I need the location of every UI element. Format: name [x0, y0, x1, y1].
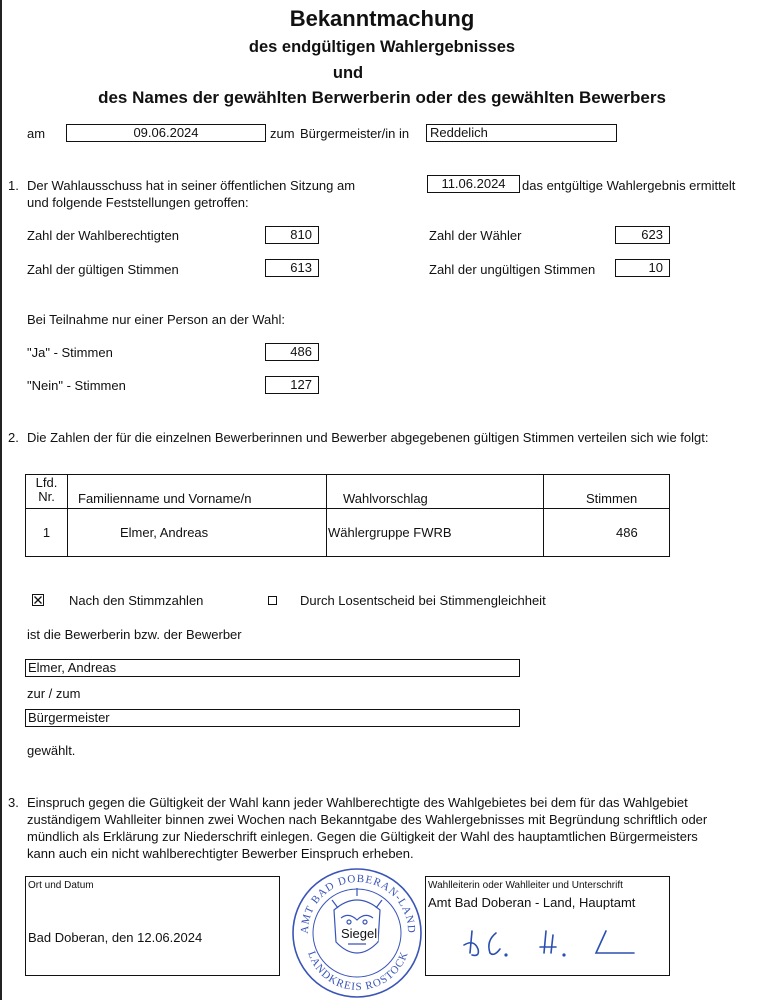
voters-value: 623	[615, 226, 670, 244]
section1-text-line2: und folgende Feststellungen getroffen:	[27, 195, 249, 210]
section1-text-after-date: das entgültige Wahlergebnis ermittelt	[522, 178, 736, 193]
col-proposal-header: Wahlvorschlag	[327, 475, 544, 509]
office-label: Bürgermeister/in in	[300, 126, 410, 141]
section1-text-line1: Der Wahlausschuss hat in seiner öffentlichen Sitzung am	[27, 178, 356, 193]
row-nr: 1	[26, 509, 68, 557]
valid-value: 613	[265, 259, 319, 277]
row-votes: 486	[544, 509, 670, 557]
yes-votes-label: "Ja" - Stimmen	[27, 345, 113, 360]
seal-label: Siegel	[341, 926, 378, 941]
yes-votes-value: 486	[265, 343, 319, 361]
section2-text: Die Zahlen der für die einzelnen Bewerberinnen und Bewerber abgegebenen gültigen Stimmen verteilen sich wie folgt:	[27, 430, 709, 445]
signer-value: Amt Bad Doberan - Land, Hauptamt	[428, 895, 636, 910]
page-subtitle: des endgültigen Wahlergebnisses	[248, 38, 516, 56]
option-by-votes-checkbox[interactable]	[32, 594, 44, 606]
left-border	[0, 0, 2, 1000]
row-proposal: Wählergruppe FWRB	[327, 509, 544, 557]
am-label: am	[27, 126, 46, 141]
row-name: Elmer, Andreas	[68, 509, 327, 557]
place-date-label: Ort und Datum	[28, 880, 94, 891]
section1-number: 1.	[8, 178, 19, 193]
place-date-box	[25, 876, 280, 976]
section2-number: 2.	[8, 430, 19, 445]
to-label: zur / zum	[27, 686, 81, 701]
signer-box	[425, 876, 670, 976]
section3-line1: Einspruch gegen die Gültigkeit der Wahl kann jeder Wahlberechtigte des Wahlgebietes bei dem für das Wahlgebiet	[27, 795, 688, 810]
table-header-row	[26, 475, 670, 509]
elected-name-field: Elmer, Andreas	[25, 659, 520, 677]
col-nr-header	[26, 475, 68, 509]
results-table	[25, 474, 670, 557]
invalid-value: 10	[615, 259, 670, 277]
seal-text-top: AMT BAD DOBERAN-LAND	[298, 872, 418, 935]
invalid-label: Zahl der ungültigen Stimmen	[429, 262, 596, 277]
checkmark-x-icon	[33, 595, 43, 605]
section3-line2: zuständigem Wahlleiter binnen zwei Wochen nach Bekanntgabe des Wahlergebnisses mit Begründung schriftlich oder	[27, 812, 708, 827]
place-date-value: Bad Doberan, den 12.06.2024	[28, 930, 203, 945]
col-votes-header: Stimmen	[544, 475, 670, 509]
elected-suffix: gewählt.	[27, 743, 76, 758]
table-row	[26, 509, 670, 557]
col-nr-header-line2: Nr.	[38, 489, 55, 504]
voters-label: Zahl der Wähler	[429, 228, 522, 243]
handwritten-signature-icon	[456, 919, 656, 969]
signer-label: Wahlleiterin oder Wahlleiter und Unterschrift	[428, 880, 623, 891]
svg-text:AMT BAD DOBERAN-LAND	[299, 873, 417, 934]
valid-label: Zahl der gültigen Stimmen	[27, 262, 179, 277]
seal-text-bottom: LANDKREIS ROSTOCK	[305, 949, 411, 994]
page-title: Bekanntmachung	[289, 6, 475, 31]
section3-line4: kann auch ein nicht wahlberechtigter Bewerber Einspruch erheben.	[27, 846, 414, 861]
page-subtitle-and: und	[332, 64, 364, 82]
eligible-label: Zahl der Wahlberechtigten	[27, 228, 179, 243]
election-date-field: 09.06.2024	[66, 124, 266, 142]
section3-line3: mündlich als Erklärung zur Niederschrift einlegen. Gegen die Gültigkeit der Wahl des hauptamtlichen Bürgermeisters	[27, 829, 698, 844]
single-candidate-label: Bei Teilnahme nur einer Person an der Wahl:	[27, 312, 285, 327]
eligible-value: 810	[265, 226, 319, 244]
col-name-header: Familienname und Vorname/n	[68, 475, 327, 509]
zum-label: zum	[270, 126, 295, 141]
session-date-field: 11.06.2024	[427, 175, 520, 193]
option-by-votes-label: Nach den Stimmzahlen	[69, 593, 204, 608]
no-votes-value: 127	[265, 376, 319, 394]
page-subtitle-names: des Names der gewählten Berwerberin oder des gewählten Bewerbers	[98, 88, 666, 107]
option-by-lot-label: Durch Losentscheid bei Stimmengleichheit	[300, 593, 546, 608]
official-seal	[286, 860, 426, 998]
elected-office-field: Bürgermeister	[25, 709, 520, 727]
col-nr-header-line1: Lfd.	[35, 475, 58, 490]
option-by-lot-checkbox[interactable]	[268, 596, 277, 605]
no-votes-label: "Nein" - Stimmen	[27, 378, 126, 393]
municipality-field: Reddelich	[426, 124, 617, 142]
elected-intro: ist die Bewerberin bzw. der Bewerber	[27, 627, 242, 642]
section3-number: 3.	[8, 795, 19, 810]
